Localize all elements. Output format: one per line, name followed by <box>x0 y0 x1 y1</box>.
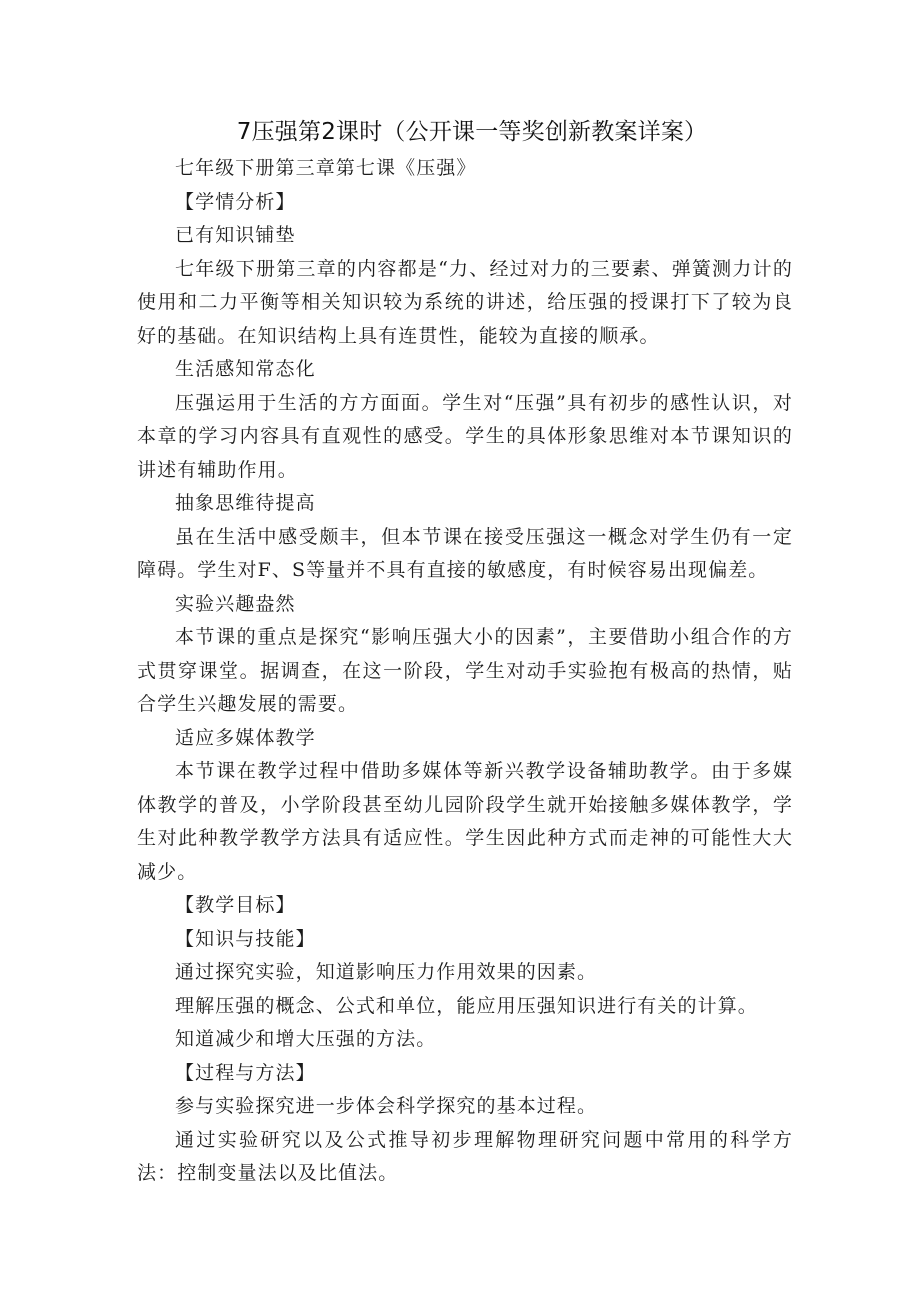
paragraph-life-perception: 压强运用于生活的方方面面。学生对“压强”具有初步的感性认识，对本章的学习内容具有直观性的感受。学生的具体形象思维对本节课知识的讲述有辅助作用。 <box>137 391 793 481</box>
process-2: 通过实验研究以及公式推导初步理解物理研究问题中常用的科学方法：控制变量法以及比值法。 <box>137 1128 793 1184</box>
subheading-multimedia: 适应多媒体教学 <box>175 726 316 749</box>
paragraph-prior-knowledge: 七年级下册第三章的内容都是“力、经过对力的三要素、弹簧测力计的使用和二力平衡等相关知识较为系统的讲述，给压强的授课打下了较为良好的基础。在知识结构上具有连贯性，能较为直接的顺承。 <box>137 257 793 347</box>
section-heading-process-methods: 【过程与方法】 <box>175 1061 316 1084</box>
objective-1: 通过探究实验，知道影响压力作用效果的因素。 <box>175 961 598 983</box>
document-body <box>137 112 793 1191</box>
subheading-prior-knowledge: 已有知识铺垫 <box>175 224 296 246</box>
subheading-life-perception: 生活感知常态化 <box>175 358 316 380</box>
subheading-experiment-interest: 实验兴趣盎然 <box>175 592 296 615</box>
process-1: 参与实验探究进一步体会科学探究的基本过程。 <box>175 1095 598 1117</box>
section-heading-objectives: 【教学目标】 <box>175 894 296 916</box>
objective-3: 知道减少和增大压强的方法。 <box>175 1028 437 1050</box>
section-heading-analysis: 【学情分析】 <box>175 190 296 213</box>
section-heading-knowledge-skills: 【知识与技能】 <box>175 927 316 950</box>
lesson-subtitle: 七年级下册第三章第七课《压强》 <box>175 157 477 179</box>
subheading-abstract-thinking: 抽象思维待提高 <box>175 492 316 514</box>
document-title: 7压强第2课时（公开课一等奖创新教案详案） <box>236 119 708 145</box>
paragraph-abstract-thinking: 虽在生活中感受颇丰，但本节课在接受压强这一概念对学生仍有一定障碍。学生对F、S等量并不具有直接的敏感度，有时候容易出现偏差。 <box>137 525 793 581</box>
paragraph-multimedia: 本节课在教学过程中借助多媒体等新兴教学设备辅助教学。由于多媒体教学的普及，小学阶段甚至幼儿园阶段学生就开始接触多媒体教学，学生对此种教学教学方法具有适应性。学生因此种方式而走神的可能性大大减少。 <box>137 760 793 883</box>
paragraph-experiment-interest: 本节课的重点是探究“影响压强大小的因素”，主要借助小组合作的方式贯穿课堂。据调查，在这一阶段，学生对动手实验抱有极高的热情，贴合学生兴趣发展的需要。 <box>137 626 793 715</box>
objective-2: 理解压强的概念、公式和单位，能应用压强知识进行有关的计算。 <box>175 994 758 1017</box>
